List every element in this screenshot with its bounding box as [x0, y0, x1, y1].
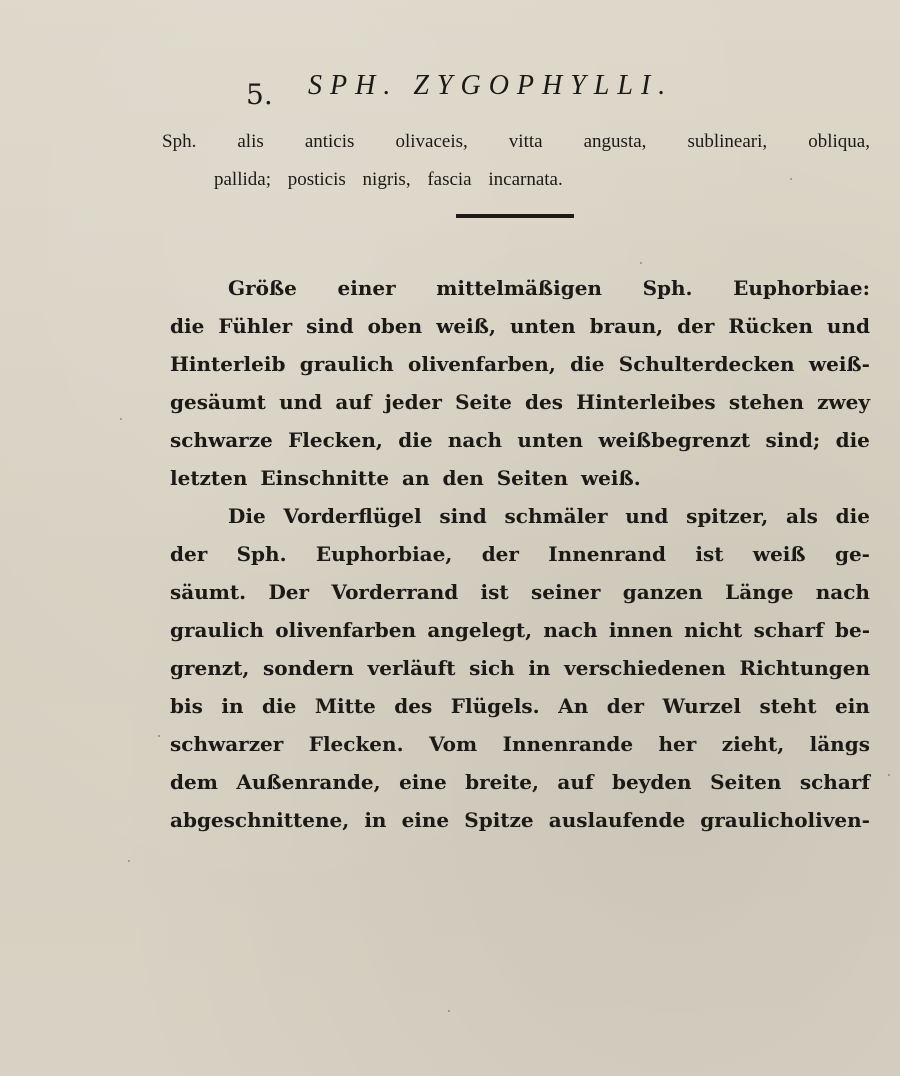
word: Innenrande — [502, 732, 634, 756]
word: in — [528, 656, 551, 680]
word: innen — [608, 618, 673, 642]
word: auf — [335, 390, 372, 414]
word: Richtungen — [739, 656, 870, 680]
word: Außenrande, — [236, 770, 381, 794]
text-line — [170, 770, 870, 794]
word: nach — [815, 580, 870, 604]
word: nicht — [684, 618, 743, 642]
word: Die — [228, 504, 266, 528]
word: alis — [237, 131, 264, 152]
text-line — [170, 542, 870, 566]
word: Vorderrand — [331, 580, 459, 604]
word: Spitze — [464, 808, 534, 832]
word: scharf — [799, 770, 870, 794]
text-line — [170, 732, 870, 756]
word: die — [262, 694, 297, 718]
word: zwey — [817, 390, 870, 414]
word: stehen — [728, 390, 804, 414]
text-line — [170, 618, 870, 642]
diagnosis-line-2: pallida; posticis nigris, fascia incarnata. — [214, 169, 563, 190]
word: obliqua, — [808, 131, 870, 152]
text-line — [228, 504, 870, 528]
word: des — [525, 390, 563, 414]
paper-speck — [128, 860, 130, 862]
word: angusta, — [583, 131, 647, 152]
word: Hinterleibes — [576, 390, 716, 414]
word: angelegt, — [427, 618, 533, 642]
species-number: 5. — [246, 78, 273, 111]
word: Der — [268, 580, 310, 604]
word: sind — [439, 504, 487, 528]
word: spitzer, — [686, 504, 769, 528]
word: säumt. — [170, 580, 247, 604]
word: olivenfarben, — [408, 352, 556, 376]
species-heading — [238, 60, 798, 112]
word: Länge — [725, 580, 794, 604]
word: Sph. — [642, 276, 693, 300]
word: bis — [170, 694, 203, 718]
word: oben — [367, 314, 423, 338]
word: mittelmäßigen — [436, 276, 602, 300]
word: Flügels. — [450, 694, 540, 718]
word: An — [558, 694, 589, 718]
word: abgeschnittene, — [170, 808, 350, 832]
word: zieht, — [721, 732, 785, 756]
word: braun, — [589, 314, 664, 338]
word: Sph. — [162, 131, 197, 152]
word: einer — [337, 276, 396, 300]
word: Vorderflügel — [283, 504, 422, 528]
word: die — [835, 428, 870, 452]
word: des — [394, 694, 433, 718]
word: jeder — [384, 390, 442, 414]
word: und — [826, 314, 870, 338]
text-line — [170, 428, 870, 452]
text-line — [170, 314, 870, 338]
word: der — [606, 694, 644, 718]
word: sondern — [263, 656, 354, 680]
word: in — [221, 694, 244, 718]
description-text — [170, 276, 870, 896]
word: eine — [401, 808, 450, 832]
word: verschiedenen — [564, 656, 726, 680]
word: her — [658, 732, 697, 756]
text-line — [170, 808, 870, 832]
word: als — [786, 504, 818, 528]
word: schmäler — [504, 504, 608, 528]
word: Hinterleib — [170, 352, 286, 376]
text-line — [228, 276, 870, 300]
word: weißbegrenzt — [598, 428, 751, 452]
text-line — [170, 580, 870, 604]
word: unten — [517, 428, 584, 452]
word: Flecken, — [288, 428, 383, 452]
word: in — [364, 808, 387, 832]
word: Rücken — [728, 314, 813, 338]
word: gesäumt — [170, 390, 266, 414]
species-title: SPH. ZYGOPHYLLI. — [308, 70, 674, 101]
text-line — [170, 694, 870, 718]
paper-speck — [158, 735, 160, 737]
word: Euphorbiae, — [315, 542, 453, 566]
word: der — [481, 542, 519, 566]
word: weiß — [752, 542, 806, 566]
word: sind — [306, 314, 354, 338]
text-line — [170, 656, 870, 680]
word: und — [625, 504, 669, 528]
word: ist — [480, 580, 509, 604]
word: beyden — [612, 770, 692, 794]
word: schwarzer — [170, 732, 284, 756]
word: eine — [399, 770, 447, 794]
word: verläuft — [367, 656, 456, 680]
word: anticis — [304, 131, 355, 152]
word: Euphorbiae: — [733, 276, 870, 300]
paper-speck — [448, 1010, 450, 1012]
section-divider — [456, 214, 574, 218]
text-line: letzten Einschnitte an den Seiten weiß. — [170, 466, 641, 490]
text-line — [170, 390, 870, 414]
word: steht — [759, 694, 817, 718]
word: Wurzel — [662, 694, 741, 718]
word: breite, — [465, 770, 539, 794]
word: vitta — [508, 131, 543, 152]
word: Größe — [228, 276, 297, 300]
word: be- — [834, 618, 870, 642]
word: Fühler — [218, 314, 293, 338]
word: weiß- — [808, 352, 870, 376]
word: der — [170, 542, 208, 566]
word: Flecken. — [308, 732, 404, 756]
word: Sph. — [236, 542, 287, 566]
word: die — [570, 352, 605, 376]
word: graulich — [299, 352, 394, 376]
word: und — [279, 390, 323, 414]
word: Mitte — [314, 694, 376, 718]
word: Schulterdecken — [618, 352, 795, 376]
word: ist — [695, 542, 724, 566]
word: graulicholiven- — [700, 808, 870, 832]
word: ge- — [834, 542, 870, 566]
word: Seite — [455, 390, 512, 414]
word: olivaceis, — [395, 131, 468, 152]
word: weiß, — [436, 314, 496, 338]
word: Innenrand — [548, 542, 667, 566]
word: seiner — [530, 580, 601, 604]
paper-speck — [888, 774, 890, 776]
word: die — [835, 504, 870, 528]
word: ein — [834, 694, 870, 718]
word: nach — [447, 428, 503, 452]
word: auslaufende — [548, 808, 686, 832]
word: sublineari, — [687, 131, 768, 152]
word: scharf — [753, 618, 824, 642]
word: dem — [170, 770, 218, 794]
word: schwarze — [170, 428, 273, 452]
word: Seiten — [710, 770, 782, 794]
word: der — [677, 314, 715, 338]
word: Vom — [428, 732, 478, 756]
word: sind; — [765, 428, 821, 452]
word: sich — [469, 656, 515, 680]
word: olivenfarben — [275, 618, 417, 642]
word: nach — [543, 618, 598, 642]
diagnosis-line-1 — [162, 124, 870, 160]
word: längs — [809, 732, 870, 756]
text-line — [170, 352, 870, 376]
word: die — [170, 314, 205, 338]
word: unten — [509, 314, 576, 338]
word: grenzt, — [170, 656, 250, 680]
paper-speck — [120, 418, 122, 420]
word: graulich — [170, 618, 264, 642]
paper-speck — [640, 262, 642, 264]
word: auf — [557, 770, 594, 794]
word: ganzen — [622, 580, 703, 604]
word: die — [398, 428, 433, 452]
latin-diagnosis — [162, 124, 870, 204]
